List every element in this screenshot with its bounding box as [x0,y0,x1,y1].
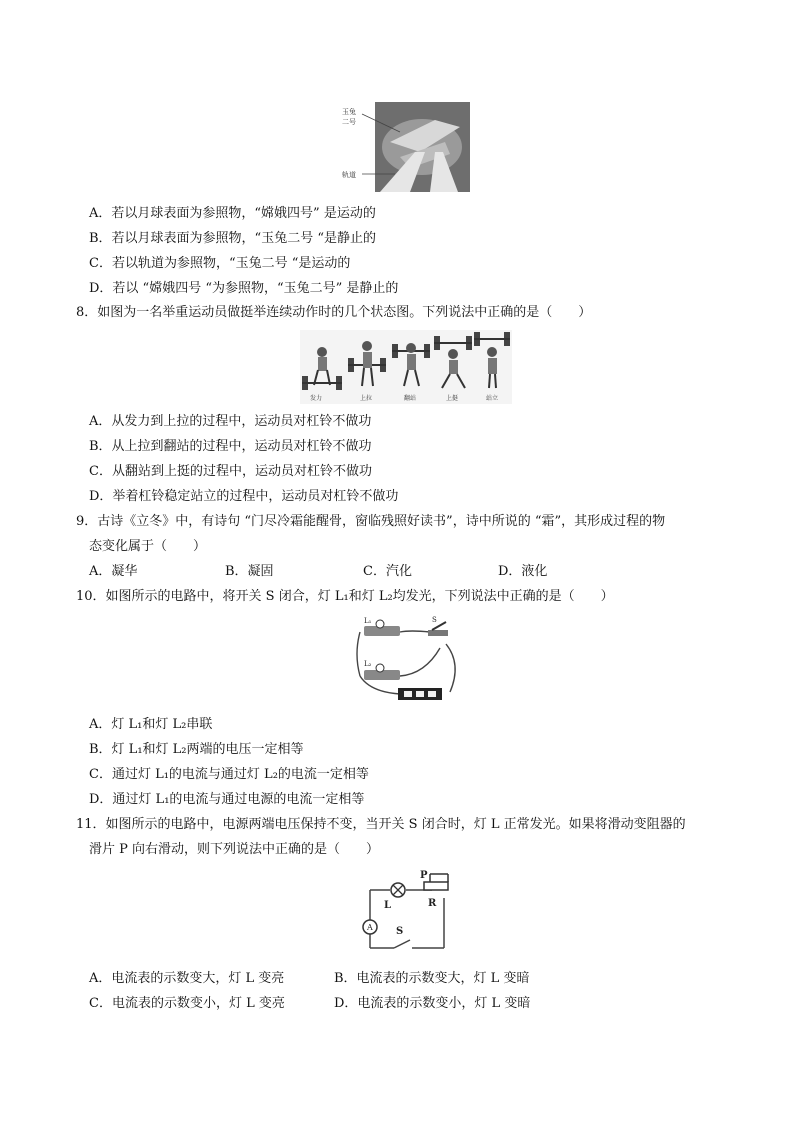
rover-label: 玉兔 [342,108,356,116]
stage-label-2: 上拉 [360,395,373,402]
q11-option-c: C．电流表的示数变小，灯 L 变亮 [89,996,285,1011]
stage-label-4: 上挺 [446,395,459,402]
switch-label: S [432,616,437,624]
rover-label-2: 二号 [342,118,356,126]
q10-option-a: A．灯 L₁和灯 L₂串联 [89,717,213,732]
q8-option-c: C．从翻站到上挺的过程中，运动员对杠铃不做功 [89,464,372,479]
q9-option-d: D．液化 [498,564,548,579]
stage-label-1: 发力 [310,395,323,402]
q9-option-c: C．汽化 [363,564,412,579]
q7-option-b: B．若以月球表面为参照物，“玉兔二号 “是静止的 [89,231,376,246]
q7-option-c: C．若以轨道为参照物，“玉兔二号 “是运动的 [89,256,351,271]
switch-s-label: S [396,926,404,937]
q10-option-b: B．灯 L₁和灯 L₂两端的电压一定相等 [89,742,304,757]
weightlifter-figure [300,330,512,404]
q10-option-d: D．通过灯 L₁的电流与通过电源的电流一定相等 [89,792,365,807]
q9-option-a: A．凝华 [89,564,138,579]
parallel-circuit-figure [350,614,465,704]
q9-stem-line2: 态变化属于（ ） [89,539,207,554]
l1-label: L₁ [364,617,372,625]
q7-option-d: D．若以 “嫦娥四号 “为参照物，“玉兔二号” 是静止的 [89,281,399,296]
q8-stem: 8．如图为一名举重运动员做挺举连续动作时的几个状态图。下列说法中正确的是（ ） [76,305,592,320]
stage-label-3: 翻站 [404,395,417,402]
slider-p-label: P [420,870,428,881]
q10-option-c: C．通过灯 L₁的电流与通过灯 L₂的电流一定相等 [89,767,369,782]
q11-option-d: D．电流表的示数变小，灯 L 变暗 [334,996,531,1011]
q8-option-a: A．从发力到上拉的过程中，运动员对杠铃不做功 [89,414,372,429]
track-label: 轨道 [342,171,356,179]
rheostat-circuit-figure [354,868,454,958]
q10-stem: 10．如图所示的电路中，将开关 S 闭合，灯 L₁和灯 L₂均发光，下列说法中正确的是（ ） [76,589,614,604]
rheostat-r-label: R [428,898,437,909]
stage-label-5: 站立 [486,395,499,402]
q11-stem-line1: 11．如图所示的电路中，电源两端电压保持不变，当开关 S 闭合时，灯 L 正常发光。如果将滑动变阻器的 [76,817,686,832]
q7-option-a: A．若以月球表面为参照物，“嫦娥四号” 是运动的 [89,206,376,221]
q11-option-a: A．电流表的示数变大，灯 L 变亮 [89,971,285,986]
q8-option-b: B．从上拉到翻站的过程中，运动员对杠铃不做功 [89,439,372,454]
lamp-l-label: L [384,900,392,911]
q11-option-b: B．电流表的示数变大，灯 L 变暗 [334,971,530,986]
q9-stem-line1: 9．古诗《立冬》中，有诗句 “门尽冷霜能醒骨，窗临残照好读书”，诗中所说的 “霜”，其形成过程的物 [76,514,666,529]
q9-option-b: B．凝固 [225,564,274,579]
lunar-rover-photo [340,102,470,192]
q8-option-d: D．举着杠铃稳定站立的过程中，运动员对杠铃不做功 [89,489,399,504]
ammeter-a-label: A [367,923,373,932]
l2-label: L₂ [364,660,372,668]
q11-stem-line2: 滑片 P 向右滑动，则下列说法中正确的是（ ） [89,842,380,857]
